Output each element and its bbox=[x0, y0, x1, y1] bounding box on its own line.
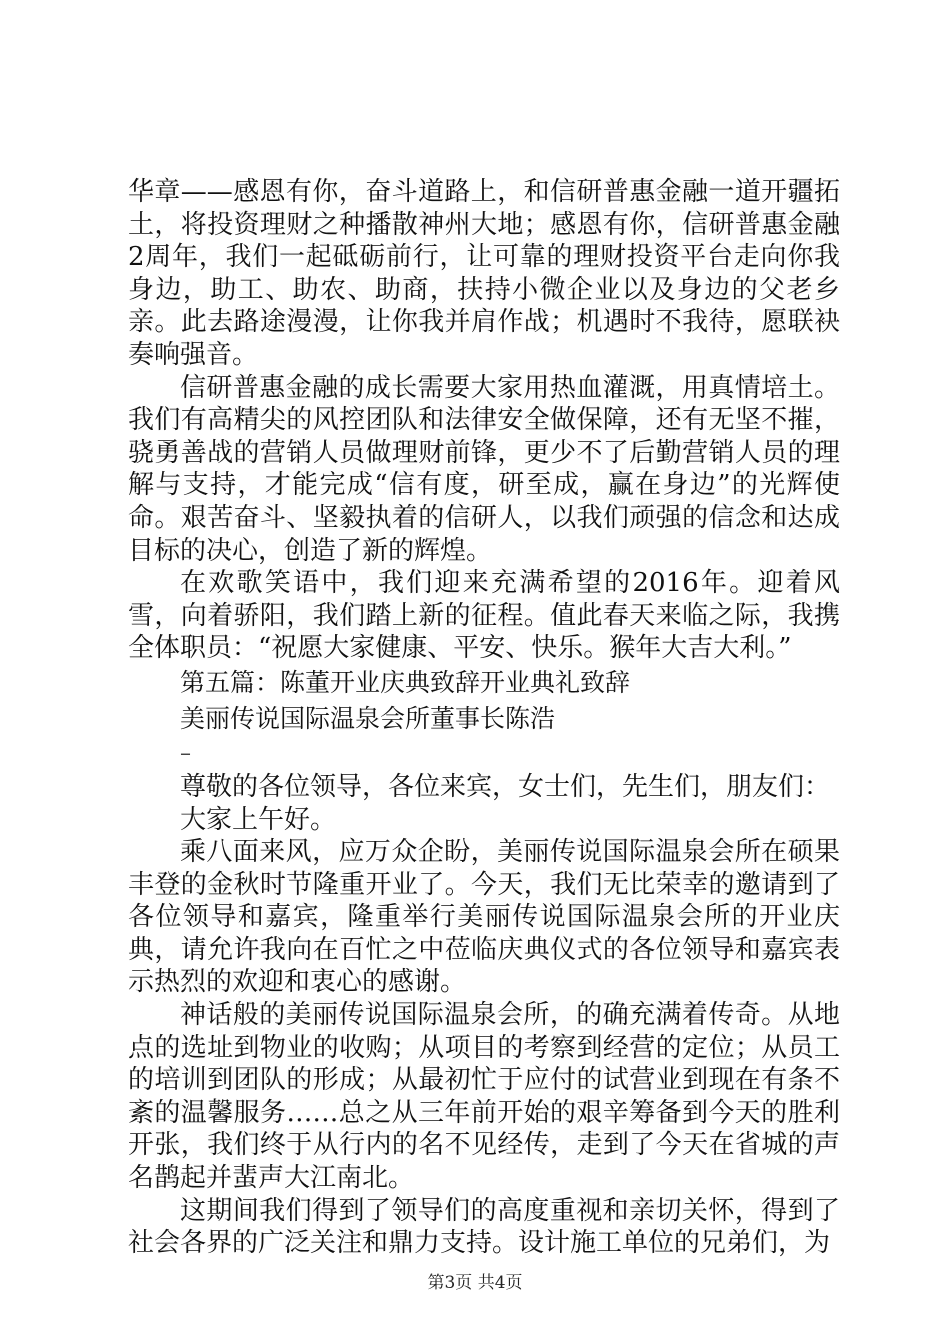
page-footer: 第3页 共4页 bbox=[427, 1273, 523, 1293]
paragraph-thanks: 华章——感恩有你，奋斗道路上，和信研普惠金融一道开疆拓土，将投资理财之种播散神州大地；感恩有你，信研普惠金融2周年，我们一起砥砺前行，让可靠的理财投资平台走向你我身边，助工、助农、助商，扶持小微企业以及身边的父老乡亲。此去路途漫漫，让你我并肩作战；机遇时不我待，愿联袂奏响强音。 bbox=[128, 177, 840, 370]
separator-dash: – bbox=[180, 740, 191, 766]
paragraph-support: 这期间我们得到了领导们的高度重视和亲切关怀，得到了社会各界的广泛关注和鼎力支持。设计施工单位的兄弟们，为 bbox=[128, 1195, 840, 1259]
paragraph-new-year: 在欢歌笑语中，我们迎来充满希望的2016年。迎着风雪，向着骄阳，我们踏上新的征程。值此春天来临之际，我携全体职员：“祝愿大家健康、平安、快乐。猴年大吉大利。” bbox=[128, 568, 840, 664]
paragraph-salutation: 尊敬的各位领导，各位来宾，女士们，先生们，朋友们： bbox=[180, 771, 831, 802]
section-title: 第五篇：陈董开业庆典致辞开业典礼致辞 bbox=[180, 667, 631, 697]
paragraph-greeting: 大家上午好。 bbox=[180, 804, 337, 835]
paragraph-legend: 神话般的美丽传说国际温泉会所，的确充满着传奇。从地点的选址到物业的收购；从项目的考察到经营的定位；从员工的培训到团队的形成；从最初忙于应付的试营业到现在有条不紊的温馨服务……总之从三年前开始的艰辛筹备到今天的胜利开张，我们终于从行内的名不见经传，走到了今天在省城的声名鹊起并蜚声大江南北。 bbox=[128, 1000, 840, 1194]
section-author: 美丽传说国际温泉会所董事长陈浩 bbox=[180, 703, 556, 733]
paragraph-opening: 乘八面来风，应万众企盼，美丽传说国际温泉会所在硕果丰登的金秋时节隆重开业了。今天，我们无比荣幸的邀请到了各位领导和嘉宾，隆重举行美丽传说国际温泉会所的开业庆典，请允许我向在百忙之中莅临庆典仪式的各位领导和嘉宾表示热烈的欢迎和衷心的感谢。 bbox=[128, 837, 840, 998]
document-body bbox=[128, 176, 840, 1260]
paragraph-growth: 信研普惠金融的成长需要大家用热血灌溉，用真情培土。我们有高精尖的风控团队和法律安全做保障，还有无坚不摧，骁勇善战的营销人员做理财前锋，更少不了后勤营销人员的理解与支持，才能完成“信有度，研至成，赢在身边”的光辉使命。艰苦奋斗、坚毅执着的信研人，以我们顽强的信念和达成目标的决心，创造了新的辉煌。 bbox=[128, 372, 840, 566]
